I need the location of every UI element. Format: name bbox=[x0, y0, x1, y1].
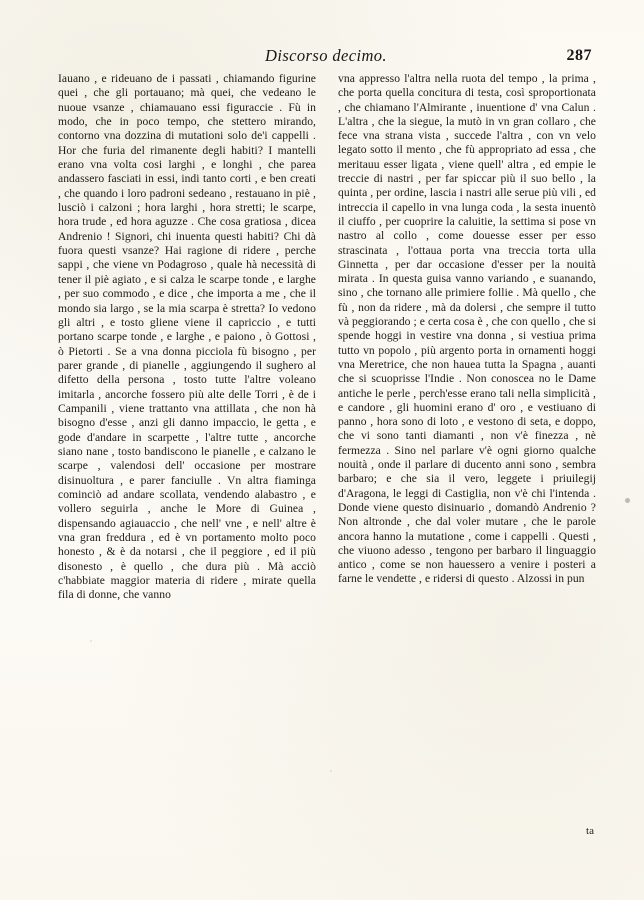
page-header bbox=[60, 46, 592, 70]
column-left-text: Iauano , e rideuano de i passati , chiamando figurine quei , che gli portauano; mà quei, che vedeano le nuoue vsanze , chiamauano essi figuraccie . Fù in modo, che in poco tempo, che stettero mirando, contorno vna dozzina di mutationi solo de'i cappelli . Hor che furia del rimanente degli habiti? I mantelli erano vna volta cosi larghi , e longhi , che parea andassero fasciati in essi, indi tanto corti , e ben creati , che quando i loro padroni sedeano , restauano in piè , lusciò i calzoni ; hora larghi , hora stretti; le scarpe, hora trude , ed hora aguzze . Che cosa gratiosa , dicea Andrenio ! Signori, chi inuenta questi habiti? Chi dà fuora questi vsanze? Hai ragione di ridere , perche sappi , che viene vn Podagroso , quale hà necessità di tener il piè agiato , e si calza le scarpe tonde , e larghe , per suo commodo , e dice , che importa a me , che il mondo sia largo , se la mia scarpa è stretta? Io vedono gli altri , e tosto gliene viene il capriccio , e tutti portano scarpe tonde , e larghe , e paiono , ò Gottosi , ò Pietorti . Se a vna donna picciola fù bisogno , per parer grande , di pianelle , aggiungendo il sughero al difetto della persona , tosto tutte l'altre voleano imitarla , ancorche fossero più alte delle Torri , è de i Campanili , viene trattanto vna attillata , che non hà bisogno d'esse , anzi gli danno impaccio, le getta , e gode d'andare in scarpette , l'altre tutte , ancorche siano nane , tosto bandiscono le pianelle , e calzano le scarpe , valendosi dell' occasione per mostrare disinuoltura , e parer fanciulle . Vn altra fiaminga cominciò ad andare scollata, vendendo alabastro , e vollero seguirla , anche le More di Guinea , dispensando agiauaccio , che nell' vne , e nell' altre è vna gran freddura , ed è vn portamento molto poco honesto , & è da notarsi , che il peggiore , ed il più disonesto , è quello , che dura più . Mà acciò c'habbiate maggior materia di ridere , mirate quella fila di donne, che vanno bbox=[58, 72, 316, 602]
column-right-text: vna appresso l'altra nella ruota del tempo , la prima , che porta quella concitura di testa, così sproportionata , che chiamano l'Almirante , inuentione d' vna Calun . L'altra , che la siegue, la mutò in vn gran collaro , che fece vna strana vista , succede l'altra , con vn velo legato sotto il mento , che fù appropriato ad essa , che meritauu esser ligata , viene quell' altra , ed empie le treccie di nastri , per far spiccar più il suo bello , la quinta , per ordine, lascia i nastri alle serue più vili , ed intreccia il capello in vna lunga coda , la sesta inuentò il ciuffo , per cuoprire la caluitie, la settima si pose vn nastro al collo , come douesse esser per esso strascinata , l'ottaua porta vna treccia torta ulla Ginnetta , per dar occasione d'esser per la nouità mirata . In questa guisa vanno variando , e suanando, sino , che tornano alle primiere follie . Mà quello , che fù , non da ridere , mà da dolersi , che sempre il tutto và peggiorando ; e certa cosa è , che con quello , che si spende hoggi in vestire vna donna , si vestiua prima tutto vn popolo , più argento porta in ornamenti hoggi vna Meretrice, che non hauea tutta la Spagna , auanti che si scuoprisse l'Indie . Non conoscea no le Dame antiche le perle , perch'esse erano tali nella simplicità , e candore , gli huomini erano d' oro , e vestiuano di panno , hora sono di loto , e vestono di seta, e doppo, che vi sono tanti diamanti , non v'è finezza , nè fermezza . Sino nel parlare v'è ogni giorno qualche nouità , onde il parlare di ducento anni sono , sembra barbaro; e che sia il vero, leggete i priuilegij d'Aragona, le leggi di Castiglia, non v'è chi l'intenda . Donde viene questo disinuario , domandò Andrenio ? Non altronde , che dal voler mutare , che le parole ancora hanno la mutatione , come i cappelli . Questi , che viuono adesso , tengono per barbaro il linguaggio antico , come se non hauessero a venire i posteri a farne le vendette , e ridersi di questo . Alzossi in pun bbox=[338, 72, 596, 586]
page-number: 287 bbox=[566, 47, 592, 64]
column-right bbox=[338, 72, 596, 837]
running-title: Discorso decimo. bbox=[265, 46, 387, 65]
marginal-dot bbox=[625, 498, 630, 503]
catchword: ta bbox=[586, 825, 594, 837]
column-left bbox=[58, 72, 316, 822]
text-columns bbox=[58, 72, 596, 837]
